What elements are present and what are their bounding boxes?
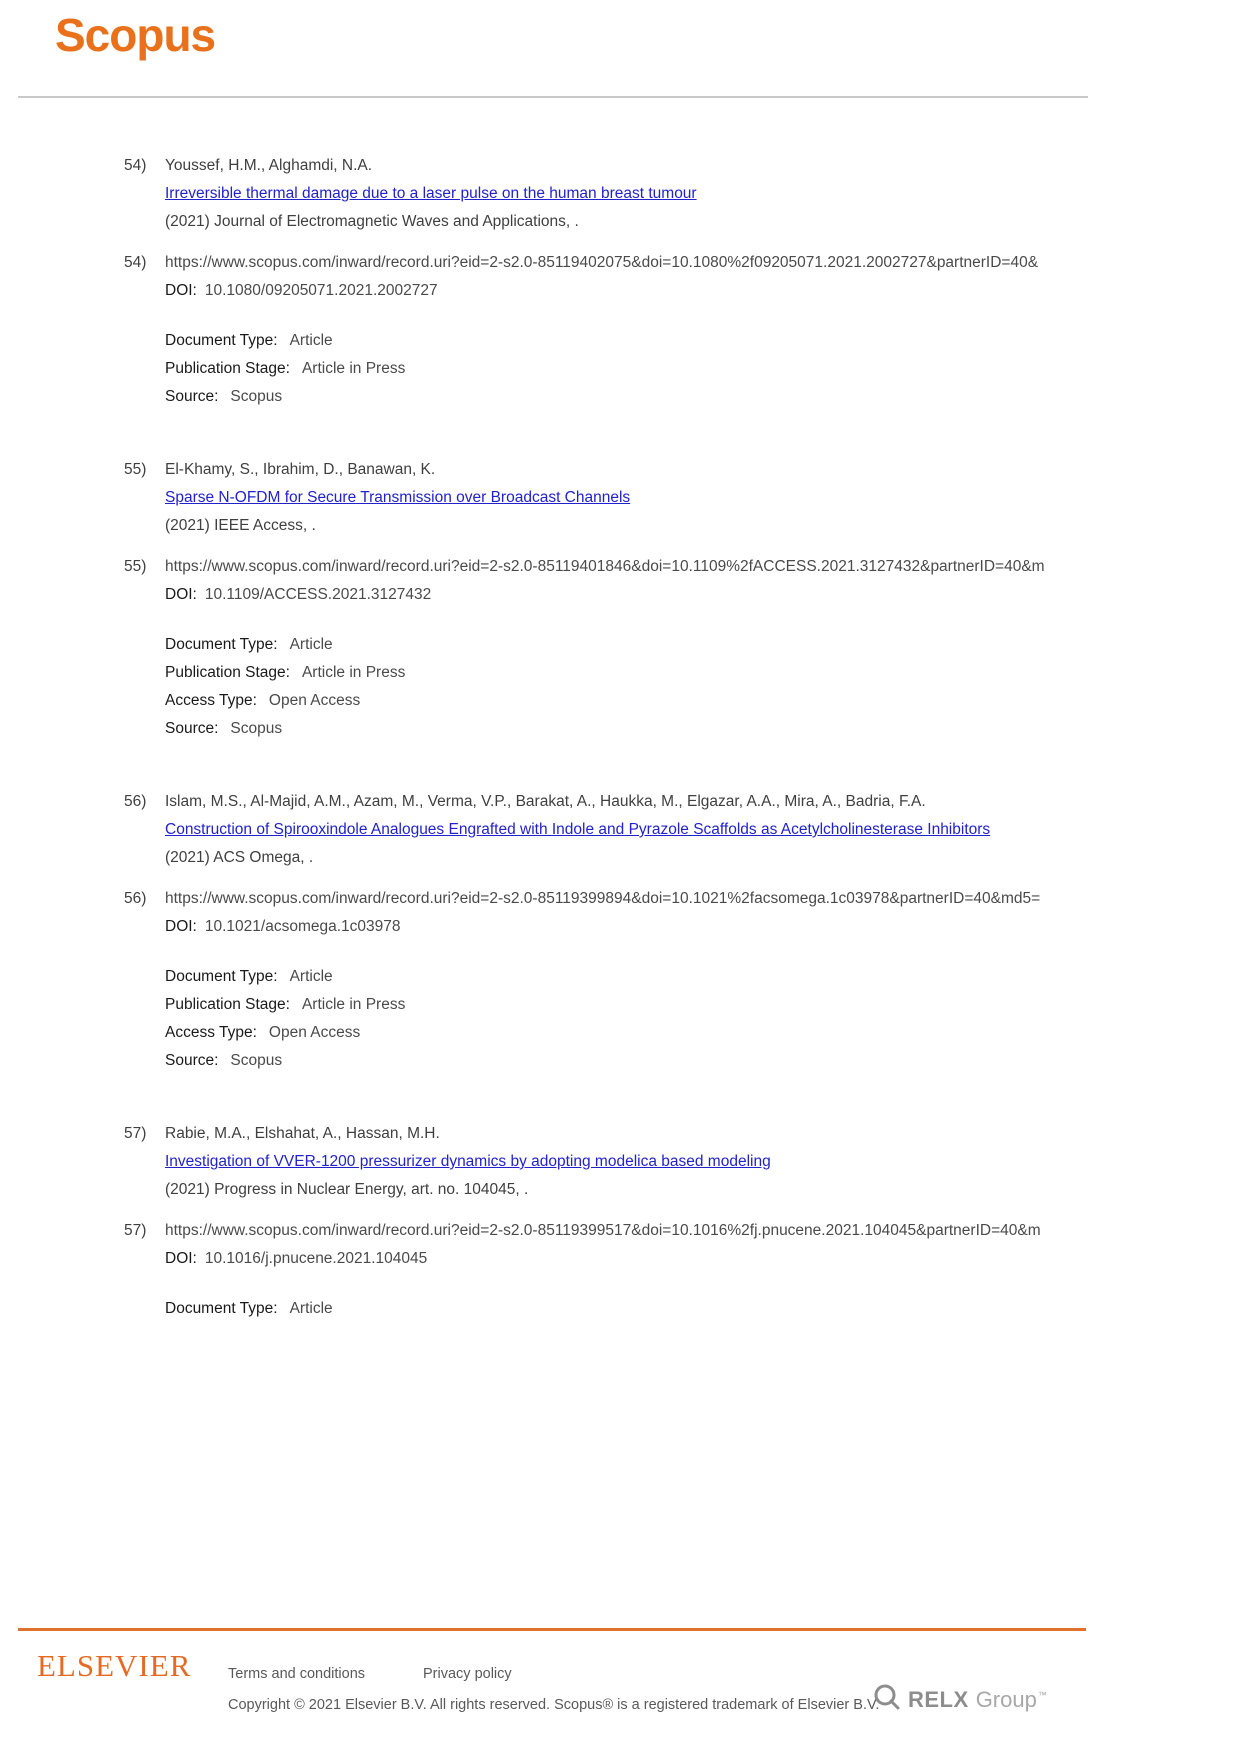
article-title-link[interactable]: Irreversible thermal damage due to a laser pulse on the human breast tumour	[165, 185, 697, 202]
doi-value: 10.1016/j.pnucene.2021.104045	[204, 1250, 428, 1267]
citation-body	[165, 456, 1110, 540]
entry-number: 57)	[124, 1125, 147, 1142]
record-details-body	[165, 885, 1241, 1075]
citation-block	[124, 456, 1241, 540]
article-title-link[interactable]: Construction of Spirooxindole Analogues Engrafted with Indole and Pyrazole Scaffolds as Acetylcholinesterase Inhibitors	[165, 821, 991, 838]
relx-group-logo	[872, 1682, 1047, 1717]
citation-list	[124, 152, 1241, 1368]
record-details-block	[124, 885, 1241, 1075]
relx-group-wordmark: Group™	[975, 1686, 1047, 1712]
field-label: Publication Stage:	[165, 360, 290, 377]
relx-wordmark: RELX	[908, 1686, 969, 1712]
doi-value: 10.1021/acsomega.1c03978	[204, 918, 401, 935]
metadata-field-row	[165, 659, 1241, 687]
metadata-fields	[165, 963, 1241, 1075]
metadata-field-row	[165, 383, 1241, 411]
doi-label: DOI:	[165, 586, 197, 603]
authors-line: Islam, M.S., Al-Majid, A.M., Azam, M., Verma, V.P., Barakat, A., Haukka, M., Elgazar, A.A., Mira, A., Badria, F.A.	[165, 793, 926, 810]
doi-line	[165, 913, 1241, 941]
citation-body	[165, 152, 1110, 236]
citation-entry	[124, 152, 1241, 411]
metadata-field-row	[165, 991, 1241, 1019]
doi-line	[165, 581, 1241, 609]
entry-number: 56)	[124, 793, 147, 810]
citation-entry	[124, 456, 1241, 743]
field-label: Source:	[165, 1052, 219, 1069]
doi-label: DOI:	[165, 282, 197, 299]
metadata-fields	[165, 1295, 1241, 1323]
field-label: Source:	[165, 388, 219, 405]
field-value: Article	[289, 1300, 333, 1317]
metadata-field-row	[165, 963, 1241, 991]
citation-entry	[124, 788, 1241, 1075]
metadata-fields	[165, 631, 1241, 743]
record-details-body	[165, 553, 1241, 743]
privacy-policy-link[interactable]: Privacy policy	[423, 1666, 512, 1682]
entry-number: 55)	[124, 461, 147, 478]
copyright-text: Copyright © 2021 Elsevier B.V. All rights reserved. Scopus® is a registered trademark of Elsevier B.V.	[228, 1697, 880, 1713]
publication-info-line: (2021) Progress in Nuclear Energy, art. no. 104045, .	[165, 1181, 529, 1198]
citation-entry	[124, 1120, 1241, 1323]
field-value: Article in Press	[301, 996, 406, 1013]
relx-magnifier-icon	[872, 1682, 902, 1717]
doi-value: 10.1080/09205071.2021.2002727	[204, 282, 438, 299]
doi-line	[165, 277, 1241, 305]
metadata-field-row	[165, 631, 1241, 659]
field-label: Publication Stage:	[165, 664, 290, 681]
field-value: Article in Press	[301, 360, 406, 377]
field-value: Scopus	[230, 388, 283, 405]
entry-number: 55)	[124, 558, 147, 575]
record-url: https://www.scopus.com/inward/record.uri?eid=2-s2.0-85119399894&doi=10.1021%2facsomega.1c03978&partnerID=40&md5=	[165, 890, 1041, 907]
record-details-body	[165, 1217, 1241, 1323]
record-details-block	[124, 1217, 1241, 1323]
citation-block	[124, 788, 1241, 872]
field-label: Source:	[165, 720, 219, 737]
doi-value: 10.1109/ACCESS.2021.3127432	[204, 586, 432, 603]
citation-body	[165, 788, 1110, 872]
trademark-symbol: ™	[1037, 1690, 1047, 1701]
footer-links	[228, 1666, 512, 1682]
record-url: https://www.scopus.com/inward/record.uri?eid=2-s2.0-85119399517&doi=10.1016%2fj.pnucene.2021.104045&partnerID=40&m	[165, 1222, 1041, 1239]
terms-and-conditions-link[interactable]: Terms and conditions	[228, 1666, 366, 1682]
field-value: Article	[289, 636, 333, 653]
field-value: Open Access	[268, 692, 361, 709]
field-label: Document Type:	[165, 636, 278, 653]
field-label: Publication Stage:	[165, 996, 290, 1013]
metadata-field-row	[165, 327, 1241, 355]
field-value: Article in Press	[301, 664, 406, 681]
record-url: https://www.scopus.com/inward/record.uri?eid=2-s2.0-85119402075&doi=10.1080%2f09205071.2021.2002727&partnerID=40&	[165, 254, 1039, 271]
metadata-field-row	[165, 1295, 1241, 1323]
entry-number: 54)	[124, 254, 147, 271]
citation-block	[124, 1120, 1241, 1204]
field-label: Document Type:	[165, 332, 278, 349]
field-value: Scopus	[230, 1052, 283, 1069]
doi-line	[165, 1245, 1241, 1273]
record-details-block	[124, 249, 1241, 411]
citation-block	[124, 152, 1241, 236]
doi-label: DOI:	[165, 918, 197, 935]
field-label: Document Type:	[165, 1300, 278, 1317]
record-details-body	[165, 249, 1241, 411]
footer-divider	[18, 1628, 1086, 1631]
entry-number: 57)	[124, 1222, 147, 1239]
metadata-field-row	[165, 1019, 1241, 1047]
citation-body	[165, 1120, 1110, 1204]
field-label: Document Type:	[165, 968, 278, 985]
title-line	[165, 180, 1110, 208]
metadata-field-row	[165, 1047, 1241, 1075]
field-label: Access Type:	[165, 1024, 257, 1041]
field-value: Scopus	[230, 720, 283, 737]
record-details-block	[124, 553, 1241, 743]
authors-line: Youssef, H.M., Alghamdi, N.A.	[165, 157, 373, 174]
record-url: https://www.scopus.com/inward/record.uri?eid=2-s2.0-85119401846&doi=10.1109%2fACCESS.2021.3127432&partnerID=40&m	[165, 558, 1045, 575]
title-line	[165, 1148, 1110, 1176]
title-line	[165, 816, 1110, 844]
metadata-fields	[165, 327, 1241, 411]
elsevier-logo: ELSEVIER	[37, 1648, 192, 1683]
entry-number: 54)	[124, 157, 147, 174]
metadata-field-row	[165, 355, 1241, 383]
entry-number: 56)	[124, 890, 147, 907]
authors-line: Rabie, M.A., Elshahat, A., Hassan, M.H.	[165, 1125, 440, 1142]
field-label: Access Type:	[165, 692, 257, 709]
field-value: Article	[289, 968, 333, 985]
publication-info-line: (2021) Journal of Electromagnetic Waves and Applications, .	[165, 213, 579, 230]
publication-info-line: (2021) IEEE Access, .	[165, 517, 316, 534]
article-title-link[interactable]: Sparse N-OFDM for Secure Transmission over Broadcast Channels	[165, 489, 631, 506]
header-divider	[18, 96, 1088, 98]
publication-info-line: (2021) ACS Omega, .	[165, 849, 314, 866]
field-value: Article	[289, 332, 333, 349]
doi-label: DOI:	[165, 1250, 197, 1267]
title-line	[165, 484, 1110, 512]
scopus-logo: Scopus	[55, 9, 216, 61]
metadata-field-row	[165, 687, 1241, 715]
authors-line: El-Khamy, S., Ibrahim, D., Banawan, K.	[165, 461, 436, 478]
field-value: Open Access	[268, 1024, 361, 1041]
metadata-field-row	[165, 715, 1241, 743]
article-title-link[interactable]: Investigation of VVER-1200 pressurizer dynamics by adopting modelica based modeling	[165, 1153, 771, 1170]
